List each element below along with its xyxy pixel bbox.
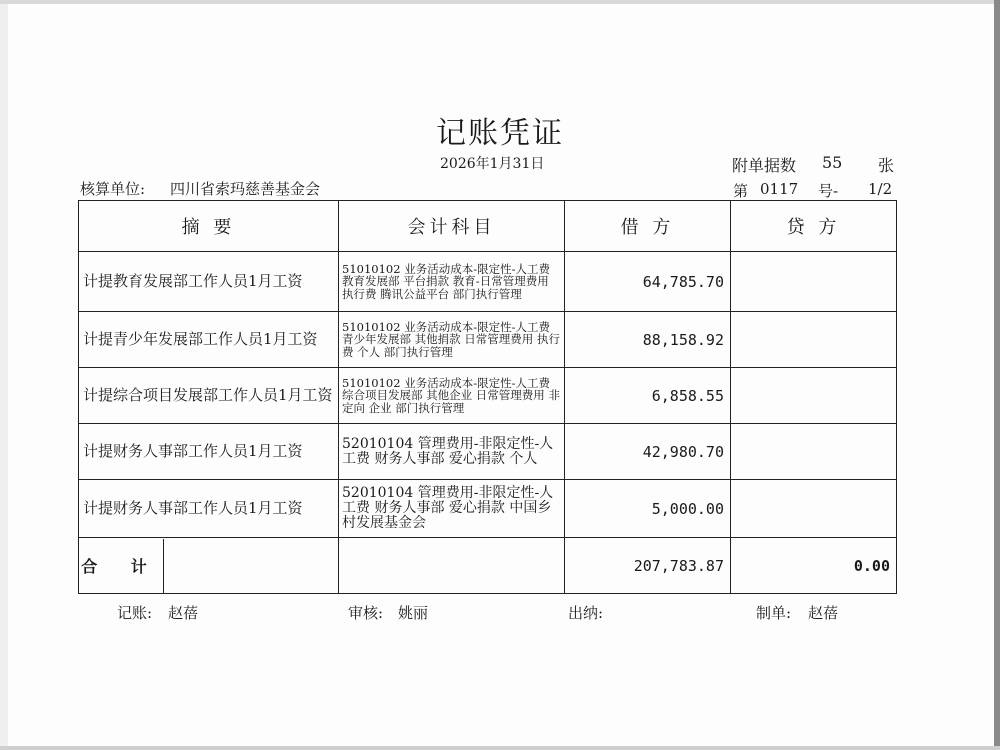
voucher-table	[78, 200, 897, 594]
attachments-label: 附单据数	[732, 156, 797, 175]
header-summary: 摘 要	[79, 201, 339, 252]
auditor-name: 姚丽	[398, 604, 429, 622]
row-debit: 6,858.55	[565, 368, 731, 424]
attachments-unit: 张	[878, 156, 895, 175]
total-cell	[79, 538, 339, 594]
row-summary: 计提综合项目发展部工作人员1月工资	[79, 368, 339, 424]
row-credit	[731, 312, 897, 368]
row-credit	[731, 480, 897, 538]
row-debit: 64,785.70	[565, 252, 731, 312]
table-row	[79, 312, 897, 368]
scan-edge-top	[0, 0, 1000, 4]
row-debit: 88,158.92	[565, 312, 731, 368]
bookkeeper-name: 赵蓓	[168, 604, 199, 622]
table-row	[79, 424, 897, 480]
attachments-count: 55	[822, 153, 843, 172]
row-credit	[731, 424, 897, 480]
auditor-label: 审核:	[348, 604, 384, 622]
voucher-title: 记账凭证	[436, 116, 564, 151]
row-summary: 计提教育发展部工作人员1月工资	[79, 252, 339, 312]
row-summary: 计提青少年发展部工作人员1月工资	[79, 312, 339, 368]
preparer-label: 制单:	[756, 604, 792, 622]
table-row	[79, 368, 897, 424]
total-subject-cell	[339, 538, 565, 594]
unit-name: 四川省索玛慈善基金会	[170, 180, 321, 198]
cashier-label: 出纳:	[568, 604, 604, 622]
table-header-row	[79, 201, 897, 252]
row-credit	[731, 368, 897, 424]
bookkeeper-label: 记账:	[117, 604, 153, 622]
total-row	[79, 538, 897, 594]
row-credit	[731, 252, 897, 312]
total-credit: 0.00	[731, 538, 897, 594]
row-summary: 计提财务人事部工作人员1月工资	[79, 480, 339, 538]
header-credit: 贷 方	[731, 201, 897, 252]
table-row	[79, 480, 897, 538]
voucher-no-suffix: 号-	[818, 182, 839, 200]
row-subject: 52010104 管理费用-非限定性-人工费 财务人事部 爱心捐款 个人	[339, 424, 565, 480]
row-summary: 计提财务人事部工作人员1月工资	[79, 424, 339, 480]
preparer-name: 赵蓓	[808, 604, 839, 622]
row-debit: 5,000.00	[565, 480, 731, 538]
total-debit: 207,783.87	[565, 538, 731, 594]
header-debit: 借 方	[565, 201, 731, 252]
total-label: 合 计	[79, 539, 164, 593]
row-subject: 51010102 业务活动成本-限定性-人工费 综合项目发展部 其他企业 日常管理费用 非定向 企业 部门执行管理	[339, 368, 565, 424]
voucher-page: 1/2	[868, 180, 893, 198]
voucher-no: 0117	[760, 180, 799, 198]
voucher-no-prefix: 第	[733, 182, 749, 200]
scan-edge-bottom	[0, 746, 1000, 750]
table-row	[79, 252, 897, 312]
row-debit: 42,980.70	[565, 424, 731, 480]
unit-label: 核算单位:	[80, 180, 146, 198]
voucher-date: 2026年1月31日	[440, 156, 545, 172]
row-subject: 52010104 管理费用-非限定性-人工费 财务人事部 爱心捐款 中国乡村发展基金会	[339, 480, 565, 538]
row-subject: 51010102 业务活动成本-限定性-人工费 教育发展部 平台捐款 教育-日常管理费用 执行费 腾讯公益平台 部门执行管理	[339, 252, 565, 312]
header-subject: 会计科目	[339, 201, 565, 252]
row-subject: 51010102 业务活动成本-限定性-人工费 青少年发展部 其他捐款 日常管理费用 执行费 个人 部门执行管理	[339, 312, 565, 368]
